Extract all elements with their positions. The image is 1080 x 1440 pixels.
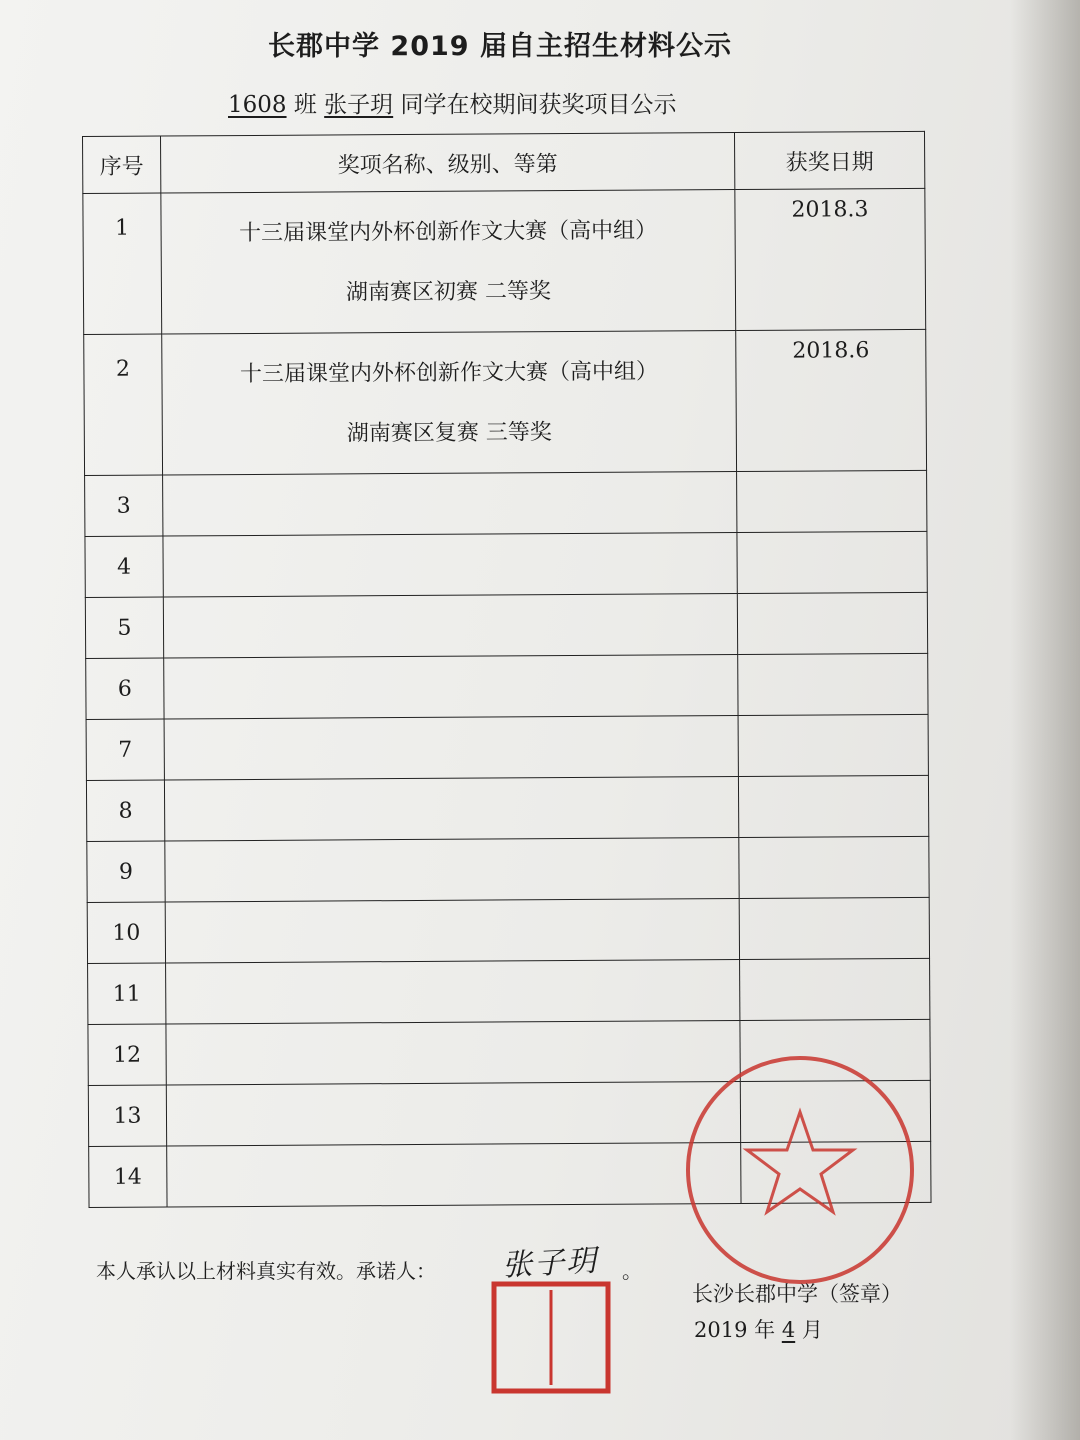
- award-level-line: 湖南赛区初赛 二等奖: [345, 279, 552, 306]
- table-header-row: [83, 131, 925, 193]
- signature-year: 2019 年: [694, 1318, 776, 1342]
- row-number: 7: [86, 719, 164, 780]
- pledge-end-mark: 。: [622, 1259, 642, 1283]
- row-number: 9: [87, 841, 165, 902]
- pledge-statement: [96, 1255, 436, 1284]
- name-seal-stamp: [490, 1280, 612, 1395]
- header-award-date: 获奖日期: [734, 131, 924, 189]
- handwritten-signature: 张子玥: [501, 1243, 600, 1284]
- table-row: [85, 592, 927, 658]
- seal-ring: [688, 1058, 912, 1282]
- award-date: [740, 958, 930, 1020]
- table-row: [88, 958, 930, 1024]
- row-number: 3: [85, 475, 163, 536]
- award-name: [166, 1081, 740, 1146]
- award-name: [166, 959, 740, 1024]
- header-index: 序号: [83, 136, 161, 193]
- document-title: 长郡中学 2019 届自主招生材料公示: [268, 31, 732, 62]
- signature-month: 4: [781, 1318, 796, 1342]
- award-date: [738, 714, 928, 776]
- row-number: 6: [86, 658, 164, 719]
- award-level-line: 湖南赛区复赛 三等奖: [346, 420, 552, 447]
- table-row: [87, 897, 929, 963]
- award-name-line: 十三届课堂内外杯创新作文大赛（高中组）: [239, 218, 658, 247]
- award-date: [737, 470, 927, 532]
- award-date: [738, 775, 928, 837]
- subtitle-tail: 同学在校期间获奖项目公示: [400, 92, 677, 118]
- award-name: [164, 655, 738, 720]
- award-name: [163, 594, 737, 659]
- header-award-name: 奖项名称、级别、等第: [161, 133, 735, 194]
- table-row: [85, 531, 927, 597]
- table-row: [86, 653, 928, 719]
- award-date: [739, 836, 929, 898]
- row-number: 14: [89, 1146, 167, 1207]
- row-number: 5: [85, 597, 163, 658]
- award-name: [165, 838, 739, 903]
- class-number: 1608: [228, 92, 287, 118]
- row-number: 11: [88, 963, 166, 1024]
- award-name: [165, 898, 739, 963]
- row-number: 1: [83, 193, 162, 334]
- row-number: 13: [88, 1085, 166, 1146]
- award-name: [166, 1020, 740, 1085]
- award-date: 2018.3: [735, 188, 926, 330]
- class-word: 班: [293, 92, 317, 118]
- award-date: [738, 653, 928, 715]
- table-row: [84, 329, 927, 475]
- row-number: 10: [87, 902, 165, 963]
- seal-star: [747, 1112, 853, 1212]
- page-shadow: [1010, 0, 1080, 1440]
- award-name: [163, 533, 737, 598]
- award-date: [737, 592, 927, 654]
- award-name: [161, 190, 736, 335]
- table-row: [86, 775, 928, 841]
- award-table: [82, 131, 932, 1208]
- award-name: [164, 716, 738, 781]
- row-number: 4: [85, 536, 163, 597]
- pledge-text: 本人承认以上材料真实有效。承诺人：: [96, 1259, 436, 1283]
- award-name: [164, 777, 738, 842]
- award-name: [167, 1142, 741, 1207]
- school-signature-label: 长沙长郡中学（签章）: [692, 1282, 902, 1306]
- document-subtitle: [228, 86, 676, 119]
- award-name: [162, 331, 737, 476]
- table-row: [85, 470, 927, 536]
- school-seal-stamp: [680, 1050, 920, 1290]
- signature-date: [694, 1314, 823, 1344]
- award-name-line: 十三届课堂内外杯创新作文大赛（高中组）: [239, 359, 659, 388]
- row-number: 12: [88, 1024, 166, 1085]
- award-name: [163, 472, 737, 537]
- row-number: 8: [86, 780, 164, 841]
- table-row: [87, 836, 929, 902]
- award-date: [739, 897, 929, 959]
- award-date: [737, 531, 927, 593]
- table-row: [83, 188, 926, 334]
- signature-month-word: 月: [801, 1318, 823, 1342]
- award-date: 2018.6: [736, 329, 927, 471]
- row-number: 2: [84, 334, 163, 475]
- student-name: 张子玥: [324, 92, 394, 118]
- table-row: [86, 714, 928, 780]
